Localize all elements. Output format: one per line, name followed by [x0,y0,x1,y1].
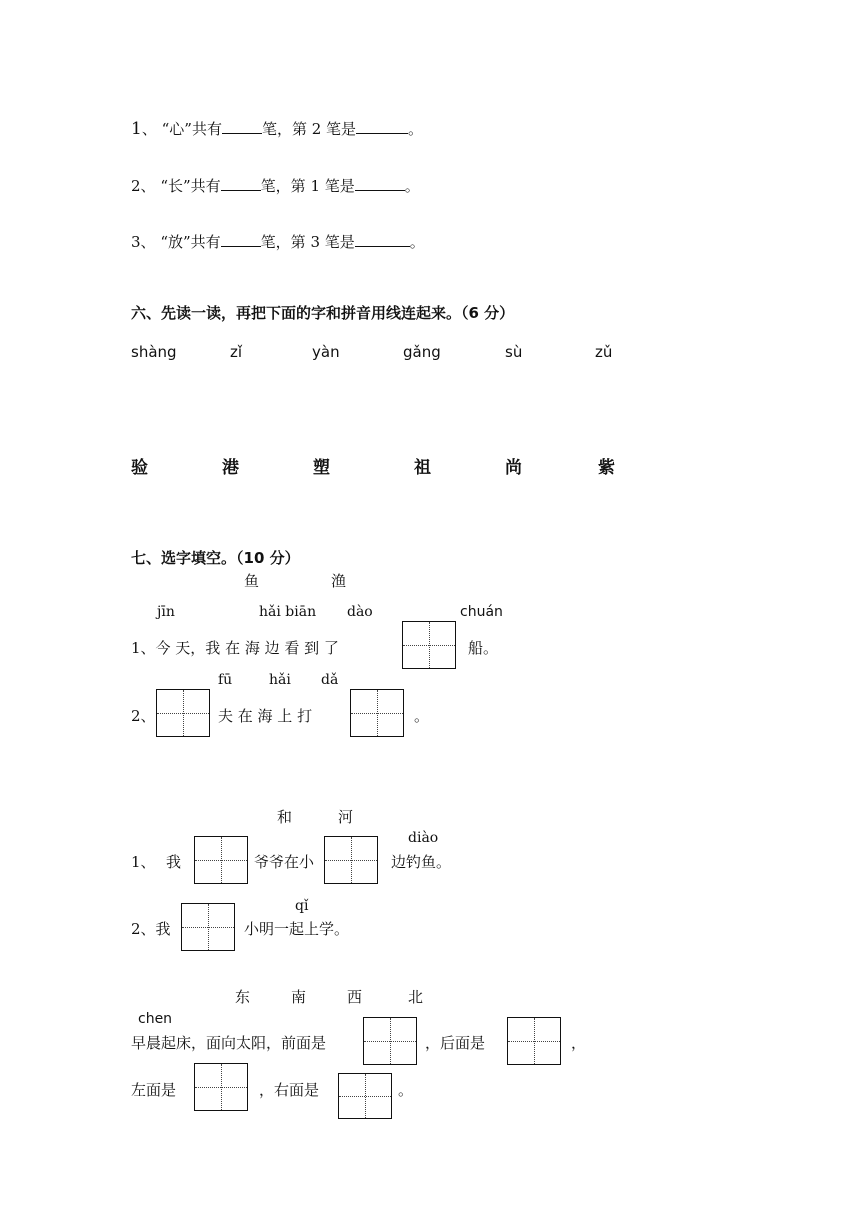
group1-question-1-end: 船。 [468,639,499,657]
group3-line-1-a: 早晨起床，面向太阳，前面是 [131,1034,327,1052]
stroke-count-blank[interactable] [222,119,262,134]
answer-box[interactable] [338,1073,392,1119]
pinyin-chuan: chuán [460,604,503,620]
choice-yu2: 渔 [331,572,347,590]
pinyin-jin: jīn [157,604,175,620]
choice-bei: 北 [408,988,424,1006]
choice-yu: 鱼 [244,572,260,590]
char-gang: 港 [222,458,239,478]
group2-question-2-end: 小明一起上学。 [244,920,350,938]
pinyin-fu: fū [218,672,233,688]
char-yan: 验 [131,458,148,478]
stroke-question-1: 1、 “心”共有 笔，第 2 笔是 。 [131,119,424,139]
question-number: 1 [131,119,142,139]
stroke-count-blank[interactable] [221,232,261,247]
answer-box[interactable] [507,1017,561,1065]
section-6-title: 六、先读一读，再把下面的字和拼音用线连起来。（6 分） [131,304,515,322]
char-zu: 祖 [414,458,431,478]
group2-question-2-number: 2、我 [131,920,171,938]
section-7-title: 七、选字填空。（10 分） [131,549,300,567]
group2-question-1-a: 我 [166,853,182,871]
stroke-name-blank[interactable] [356,119,408,134]
choice-xi: 西 [347,988,363,1006]
answer-box[interactable] [156,689,210,737]
pinyin-hai: hǎi [269,672,291,688]
group3-line-1-b: ，后面是 [425,1034,486,1052]
answer-box[interactable] [363,1017,417,1065]
group1-question-2-end: 。 [414,707,430,725]
pinyin-chen: chen [138,1011,173,1027]
stroke-name-blank[interactable] [355,176,405,191]
stroke-name-blank[interactable] [355,232,410,247]
pinyin-su: sù [505,343,523,361]
question-number: 2 [131,177,141,195]
group2-question-1-end: 边钓鱼。 [391,853,452,871]
pinyin-zi: zǐ [230,343,243,361]
pinyin-haibian: hǎi biān [259,604,317,620]
char-shang: 尚 [505,458,522,478]
answer-box[interactable] [194,1063,248,1111]
pinyin-dao: dào [347,604,373,620]
answer-box[interactable] [324,836,378,884]
pinyin-da: dǎ [321,672,339,688]
group1-question-2-text: 夫 在 海 上 打 [218,707,313,725]
pinyin-gang: gǎng [403,343,441,361]
group3-line-2-a: 左面是 [131,1081,177,1099]
answer-box[interactable] [402,621,456,669]
group2-question-1-b: 爷爷在小 [254,853,315,871]
char-su: 塑 [313,458,330,478]
choice-dong: 东 [235,988,251,1006]
choice-he2: 河 [338,808,354,826]
char-zi: 紫 [598,458,615,478]
choice-he: 和 [277,808,293,826]
pinyin-yan: yàn [312,343,340,361]
pinyin-zu: zǔ [595,343,613,361]
group1-question-1: 1、今 天，我 在 海 边 看 到 了 [131,639,339,657]
group3-line-2-end: 。 [398,1081,414,1099]
answer-box[interactable] [350,689,404,737]
choice-nan: 南 [291,988,307,1006]
pinyin-shang: shàng [131,343,177,361]
question-number: 3 [131,233,141,251]
answer-box[interactable] [194,836,248,884]
answer-box[interactable] [181,903,235,951]
stroke-question-2: 2、 “长”共有 笔，第 1 笔是 。 [131,177,420,195]
stroke-question-3: 3、 “放”共有 笔，第 3 笔是 。 [131,233,425,251]
pinyin-qi: qǐ [295,898,309,914]
group3-line-2-b: ，右面是 [259,1081,320,1099]
group2-question-1-number: 1、 [131,853,156,871]
stroke-count-blank[interactable] [221,176,261,191]
group1-question-2-number: 2、 [131,707,156,725]
pinyin-diao: diào [408,830,439,846]
group3-line-1-end: ， [571,1034,587,1052]
